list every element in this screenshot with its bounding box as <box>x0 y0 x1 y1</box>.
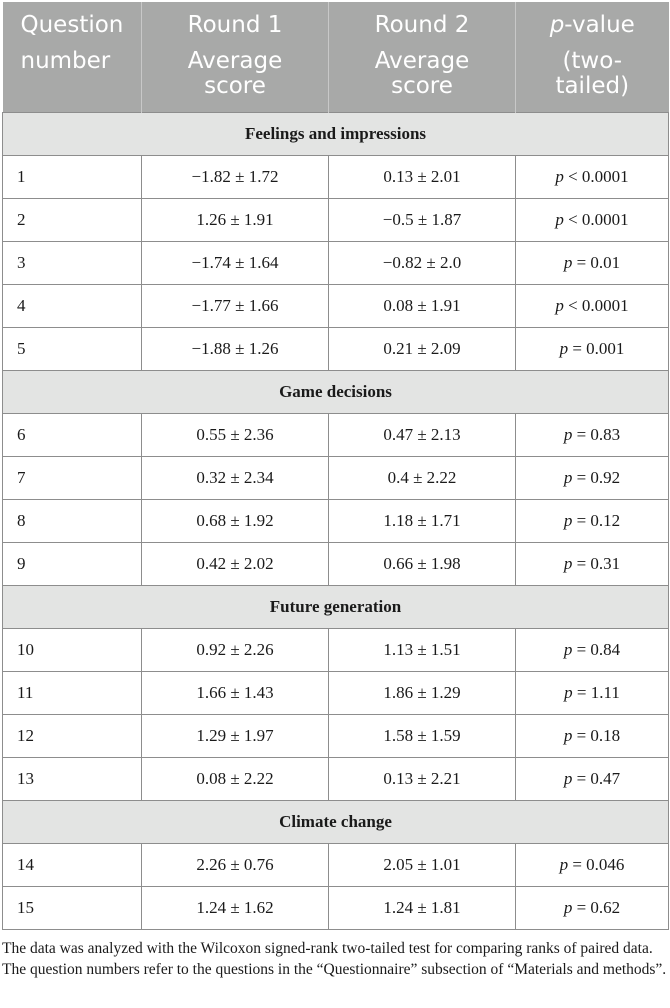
p-value-cell <box>516 887 669 930</box>
round-1-score-cell: −1.77 ± 1.66 <box>142 285 329 328</box>
round-2-score-cell: 0.66 ± 1.98 <box>329 543 516 586</box>
p-symbol: p <box>563 640 573 659</box>
table-row <box>3 715 669 758</box>
table-row <box>3 500 669 543</box>
table-row <box>3 758 669 801</box>
p-value-cell <box>516 199 669 242</box>
p-value-cell <box>516 672 669 715</box>
round-2-score-cell: 1.13 ± 1.51 <box>329 629 516 672</box>
p-value-cell <box>516 328 669 371</box>
round-2-score-cell: 0.13 ± 2.21 <box>329 758 516 801</box>
round-1-score-cell: 0.68 ± 1.92 <box>142 500 329 543</box>
header-number: number <box>20 48 111 74</box>
round-1-score-cell: 0.92 ± 2.26 <box>142 629 329 672</box>
round-2-score-cell: 2.05 ± 1.01 <box>329 844 516 887</box>
header-round-1-avg: Average score <box>142 44 329 113</box>
p-symbol: p <box>563 511 573 530</box>
table-row <box>3 629 669 672</box>
p-number: 0.12 <box>590 511 621 530</box>
p-operator: = <box>572 855 582 874</box>
question-number-cell: 11 <box>3 672 142 715</box>
p-number: 0.046 <box>586 855 625 874</box>
p-symbol: p <box>563 769 573 788</box>
p-value-cell <box>516 844 669 887</box>
header-row-2 <box>3 44 669 113</box>
p-operator: = <box>572 339 582 358</box>
round-1-score-cell: 1.26 ± 1.91 <box>142 199 329 242</box>
p-operator: = <box>576 726 587 745</box>
question-number-cell: 13 <box>3 758 142 801</box>
p-value-cell <box>516 414 669 457</box>
round-1-score-cell: 1.24 ± 1.62 <box>142 887 329 930</box>
p-operator: = <box>576 511 587 530</box>
round-1-score-cell: 0.08 ± 2.22 <box>142 758 329 801</box>
p-number: 0.92 <box>590 468 621 487</box>
round-2-score-cell: 1.18 ± 1.71 <box>329 500 516 543</box>
round-2-score-cell: 1.58 ± 1.59 <box>329 715 516 758</box>
round-2-score-cell: 0.21 ± 2.09 <box>329 328 516 371</box>
p-number: 0.47 <box>590 769 621 788</box>
section-header-row <box>3 586 669 629</box>
round-1-score-cell: −1.82 ± 1.72 <box>142 156 329 199</box>
p-symbol: p <box>563 468 573 487</box>
p-operator: = <box>576 425 587 444</box>
round-1-score-cell: 0.32 ± 2.34 <box>142 457 329 500</box>
header-round-2: Round 2 <box>329 2 516 44</box>
round-2-score-cell: −0.82 ± 2.0 <box>329 242 516 285</box>
table-row <box>3 457 669 500</box>
section-header-row <box>3 113 669 156</box>
p-value-cell <box>516 242 669 285</box>
header-round-1: Round 1 <box>142 2 329 44</box>
p-number: 0.62 <box>590 898 621 917</box>
p-number: 0.0001 <box>581 210 629 229</box>
p-number: 0.83 <box>590 425 621 444</box>
p-value-cell <box>516 457 669 500</box>
table-body <box>3 113 669 930</box>
question-number-cell: 15 <box>3 887 142 930</box>
p-operator: = <box>576 898 587 917</box>
section-title: Future generation <box>3 586 669 629</box>
p-operator: = <box>576 769 587 788</box>
results-table <box>2 2 669 930</box>
p-symbol: p <box>559 855 569 874</box>
table-row <box>3 199 669 242</box>
p-operator: < <box>568 296 578 315</box>
p-operator: = <box>576 554 587 573</box>
question-number-cell: 2 <box>3 199 142 242</box>
question-number-cell: 5 <box>3 328 142 371</box>
table-row <box>3 887 669 930</box>
question-number-cell: 7 <box>3 457 142 500</box>
question-number-cell: 1 <box>3 156 142 199</box>
round-2-score-cell: 1.86 ± 1.29 <box>329 672 516 715</box>
question-number-cell: 12 <box>3 715 142 758</box>
round-2-score-cell: 0.4 ± 2.22 <box>329 457 516 500</box>
question-number-cell: 10 <box>3 629 142 672</box>
p-symbol: p <box>555 296 564 315</box>
round-1-score-cell: −1.88 ± 1.26 <box>142 328 329 371</box>
p-operator: = <box>576 468 587 487</box>
question-number-cell: 3 <box>3 242 142 285</box>
p-number: 0.31 <box>590 554 621 573</box>
p-value-cell <box>516 543 669 586</box>
p-value-cell <box>516 715 669 758</box>
header-two-tailed: (two-tailed) <box>516 44 669 113</box>
round-2-score-cell: 0.08 ± 1.91 <box>329 285 516 328</box>
table-row <box>3 242 669 285</box>
round-1-score-cell: 0.42 ± 2.02 <box>142 543 329 586</box>
p-value-cell <box>516 156 669 199</box>
p-value-cell <box>516 285 669 328</box>
p-symbol: p <box>563 898 573 917</box>
p-value-cell <box>516 758 669 801</box>
results-table-container <box>2 2 668 930</box>
table-footnote: The data was analyzed with the Wilcoxon signed-rank two-tailed test for comparing ranks of paired data. The question numbers refer to the questions in the “Questionnaire” subsection of “Materials and methods”. <box>2 940 667 978</box>
section-title: Feelings and impressions <box>3 113 669 156</box>
round-2-score-cell: −0.5 ± 1.87 <box>329 199 516 242</box>
round-1-score-cell: 1.29 ± 1.97 <box>142 715 329 758</box>
question-number-cell: 9 <box>3 543 142 586</box>
section-header-row <box>3 371 669 414</box>
table-row <box>3 285 669 328</box>
table-row <box>3 672 669 715</box>
p-operator: < <box>568 210 578 229</box>
header-round-2-avg: Average score <box>329 44 516 113</box>
p-value-cell <box>516 500 669 543</box>
p-symbol: p <box>555 167 564 186</box>
round-2-score-cell: 0.13 ± 2.01 <box>329 156 516 199</box>
p-symbol: p <box>563 425 573 444</box>
p-number: 0.01 <box>590 253 621 272</box>
question-number-cell: 14 <box>3 844 142 887</box>
p-number: 0.0001 <box>581 296 629 315</box>
round-1-score-cell: 0.55 ± 2.36 <box>142 414 329 457</box>
round-1-score-cell: 2.26 ± 0.76 <box>142 844 329 887</box>
p-operator: = <box>576 640 587 659</box>
question-number-cell: 6 <box>3 414 142 457</box>
round-1-score-cell: −1.74 ± 1.64 <box>142 242 329 285</box>
table-row <box>3 844 669 887</box>
p-symbol: p <box>555 210 564 229</box>
p-number: 1.11 <box>590 683 620 702</box>
table-header <box>3 2 669 113</box>
section-header-row <box>3 801 669 844</box>
round-1-score-cell: 1.66 ± 1.43 <box>142 672 329 715</box>
p-value-cell <box>516 629 669 672</box>
section-title: Climate change <box>3 801 669 844</box>
table-row <box>3 543 669 586</box>
p-operator: < <box>568 167 578 186</box>
p-symbol: p <box>559 339 569 358</box>
p-number: 0.84 <box>590 640 621 659</box>
question-number-cell: 4 <box>3 285 142 328</box>
p-operator: = <box>576 253 587 272</box>
header-row-1 <box>3 2 669 44</box>
header-p-value: p-value <box>516 2 669 44</box>
p-number: 0.001 <box>586 339 625 358</box>
p-symbol: p <box>563 253 573 272</box>
p-symbol: p <box>563 726 573 745</box>
header-question: Question <box>20 12 124 38</box>
round-2-score-cell: 0.47 ± 2.13 <box>329 414 516 457</box>
table-row <box>3 414 669 457</box>
p-number: 0.18 <box>590 726 621 745</box>
question-number-cell: 8 <box>3 500 142 543</box>
p-symbol: p <box>564 683 573 702</box>
p-number: 0.0001 <box>581 167 629 186</box>
p-operator: = <box>576 683 587 702</box>
table-row <box>3 328 669 371</box>
p-symbol: p <box>563 554 573 573</box>
section-title: Game decisions <box>3 371 669 414</box>
table-row <box>3 156 669 199</box>
round-2-score-cell: 1.24 ± 1.81 <box>329 887 516 930</box>
